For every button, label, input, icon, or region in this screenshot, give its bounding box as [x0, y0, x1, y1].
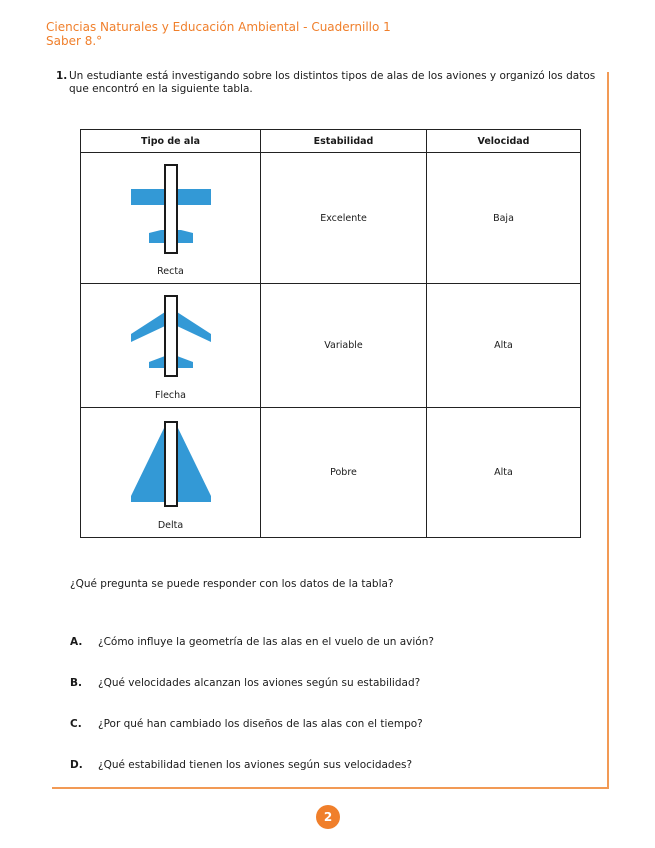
option-letter: B.	[70, 677, 82, 689]
option-d[interactable]	[70, 759, 412, 771]
page-number-badge: 2	[316, 805, 340, 829]
option-letter: C.	[70, 718, 82, 730]
speed-cell: Alta	[427, 284, 581, 408]
stability-cell: Variable	[261, 284, 427, 408]
wing-cell	[81, 153, 261, 284]
question-number: 1.	[56, 70, 68, 82]
wing-label: Recta	[157, 266, 184, 277]
option-text: ¿Por qué han cambiado los diseños de las alas con el tiempo?	[98, 718, 423, 730]
wing-label: Flecha	[154, 390, 186, 401]
header-estabilidad: Estabilidad	[261, 130, 427, 153]
option-a[interactable]	[70, 636, 434, 648]
table-row	[81, 284, 581, 408]
table-row	[81, 408, 581, 538]
delta-wing-plane-icon	[121, 420, 221, 512]
option-c[interactable]	[70, 718, 423, 730]
stability-cell: Excelente	[261, 153, 427, 284]
wing-cell	[81, 284, 261, 408]
option-text: ¿Qué velocidades alcanzan los aviones según su estabilidad?	[98, 677, 421, 689]
option-text: ¿Cómo influye la geometría de las alas en el vuelo de un avión?	[98, 636, 434, 648]
stability-cell: Pobre	[261, 408, 427, 538]
wing-cell	[81, 408, 261, 538]
straight-wing-plane-icon	[121, 162, 221, 262]
option-text: ¿Qué estabilidad tienen los aviones según sus velocidades?	[98, 759, 413, 771]
question-prompt: ¿Qué pregunta se puede responder con los datos de la tabla?	[70, 578, 394, 590]
swept-wing-plane-icon	[121, 294, 221, 384]
header-grade: Saber 8.°	[46, 34, 103, 48]
question-stem	[56, 70, 601, 96]
option-b[interactable]	[70, 677, 420, 689]
header-velocidad: Velocidad	[427, 130, 581, 153]
frame-right-border	[607, 72, 609, 789]
table-header-row	[81, 130, 581, 153]
wing-label: Delta	[157, 520, 184, 531]
option-letter: A.	[70, 636, 83, 648]
header-subject: Ciencias Naturales y Educación Ambiental - Cuadernillo 1	[46, 20, 391, 34]
speed-cell: Alta	[427, 408, 581, 538]
table-row	[81, 153, 581, 284]
question-text: Un estudiante está investigando sobre los distintos tipos de alas de los aviones y organizó los datos que encontró en la siguiente tabla.	[69, 70, 596, 95]
frame-bottom-border	[52, 787, 609, 789]
wing-data-table	[80, 129, 581, 538]
option-letter: D.	[70, 759, 83, 771]
page-header	[46, 20, 391, 48]
speed-cell: Baja	[427, 153, 581, 284]
header-tipo-de-ala: Tipo de ala	[81, 130, 261, 153]
